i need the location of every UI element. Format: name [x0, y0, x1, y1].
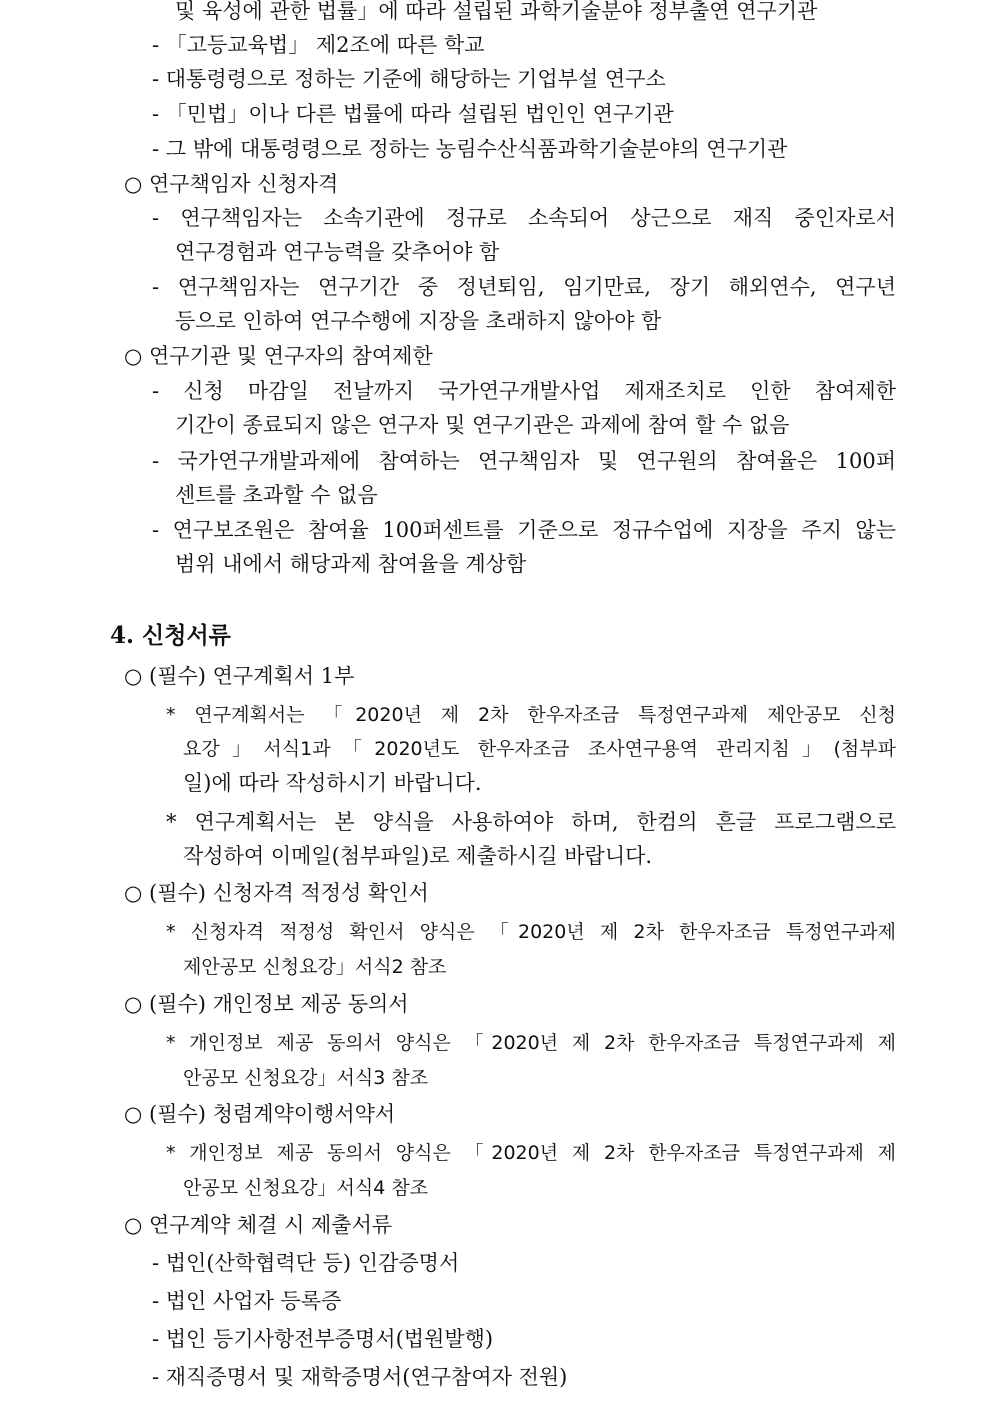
privacy-form-title: ○ (필수) 개인정보 제공 동의서	[124, 992, 409, 1016]
integrity-pledge-title: ○ (필수) 청렴계약이행서약서	[124, 1102, 396, 1126]
pi-eligibility-item: - 연구책임자는 소속기관에 정규로 소속되어 상근으로 재직 중인자로서	[152, 206, 896, 230]
contract-doc-item: - 재직증명서 및 재학증명서(연구참여자 전원)	[152, 1365, 568, 1389]
contract-doc-item: - 법인 등기사항전부증명서(법원발행)	[152, 1327, 494, 1351]
plan-note-cont: 일)에 따라 작성하시기 바랍니다.	[183, 771, 482, 795]
eligibility-form-note: * 신청자격 적정성 확인서 양식은 「2020년 제 2차 한우자조금 특정연구과제	[166, 921, 896, 943]
plan-note-cont: 작성하여 이메일(첨부파일)로 제출하시길 바랍니다.	[183, 844, 653, 868]
pi-eligibility-item-cont: 연구경험과 연구능력을 갖추어야 함	[175, 240, 500, 264]
integrity-pledge-note: * 개인정보 제공 동의서 양식은 「2020년 제 2차 한우자조금 특정연구과제 제	[166, 1142, 896, 1164]
institution-item: - 「민법」이나 다른 법률에 따라 설립된 법인인 연구기관	[152, 102, 674, 126]
privacy-form-note-cont: 안공모 신청요강」서식3 참조	[183, 1067, 429, 1089]
restriction-item-cont: 범위 내에서 해당과제 참여율을 계상함	[175, 552, 527, 576]
institution-item: - 「고등교육법」 제2조에 따른 학교	[152, 33, 485, 57]
plan-title: ○ (필수) 연구계획서 1부	[124, 664, 355, 688]
contract-docs-title: ○ 연구계약 체결 시 제출서류	[124, 1213, 393, 1237]
privacy-form-note: * 개인정보 제공 동의서 양식은 「2020년 제 2차 한우자조금 특정연구과제 제	[166, 1032, 896, 1054]
restriction-item: - 신청 마감일 전날까지 국가연구개발사업 제재조치로 인한 참여제한	[152, 379, 896, 403]
restriction-title: ○ 연구기관 및 연구자의 참여제한	[124, 344, 433, 368]
pi-eligibility-item-cont: 등으로 인하여 연구수행에 지장을 초래하지 않아야 함	[175, 309, 662, 333]
plan-note: * 연구계획서는 「2020년 제 2차 한우자조금 특정연구과제 제안공모 신청	[166, 704, 896, 726]
restriction-item: - 연구보조원은 참여율 100퍼센트를 기준으로 정규수업에 지장을 주지 않는	[152, 518, 896, 542]
pi-eligibility-item: - 연구책임자는 연구기간 중 정년퇴임, 임기만료, 장기 해외연수, 연구년	[152, 275, 896, 299]
section-heading: 4. 신청서류	[110, 622, 231, 649]
plan-note-cont: 요강」서식1과「2020년도 한우자조금 조사연구용역 관리지침」(첨부파	[183, 738, 896, 760]
institution-item: - 대통령령으로 정하는 기준에 해당하는 기업부설 연구소	[152, 67, 666, 91]
restriction-item-cont: 기간이 종료되지 않은 연구자 및 연구기관은 과제에 참여 할 수 없음	[175, 413, 790, 437]
eligibility-form-title: ○ (필수) 신청자격 적정성 확인서	[124, 881, 429, 905]
institution-item: - 그 밖에 대통령령으로 정하는 농림수산식품과학기술분야의 연구기관	[152, 137, 788, 161]
contract-doc-item: - 법인(산학협력단 등) 인감증명서	[152, 1251, 460, 1275]
restriction-item: - 국가연구개발과제에 참여하는 연구책임자 및 연구원의 참여율은 100퍼	[152, 449, 896, 473]
pi-eligibility-title: ○ 연구책임자 신청자격	[124, 172, 339, 196]
integrity-pledge-note-cont: 안공모 신청요강」서식4 참조	[183, 1177, 429, 1199]
continued-line: 및 육성에 관한 법률」에 따라 설립된 과학기술분야 정부출연 연구기관	[175, 0, 818, 23]
restriction-item-cont: 센트를 초과할 수 없음	[175, 483, 378, 507]
eligibility-form-note-cont: 제안공모 신청요강」서식2 참조	[183, 956, 447, 978]
contract-doc-item: - 법인 사업자 등록증	[152, 1289, 342, 1313]
plan-note: * 연구계획서는 본 양식을 사용하여야 하며, 한컴의 흔글 프로그램으로	[166, 810, 896, 834]
